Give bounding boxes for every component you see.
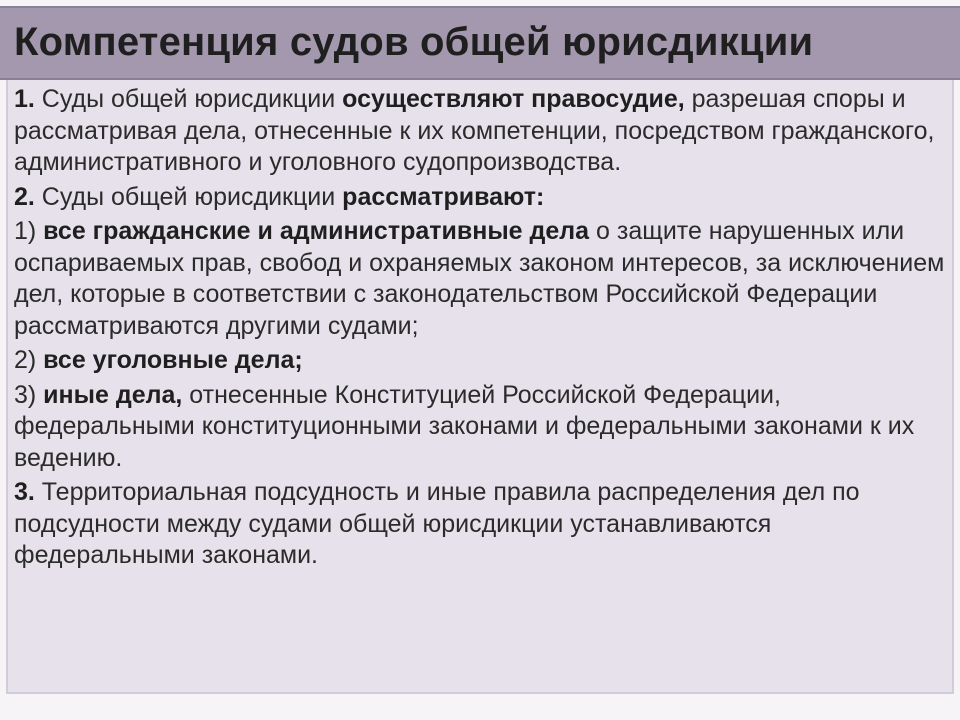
paragraph-2-number: 2. [14,182,35,211]
content-panel [6,80,954,694]
paragraph-2-text-lead: Суды общей юрисдикции [34,182,343,211]
list-item-1 [14,216,952,342]
paragraph-2-bold: рассматривают: [342,182,545,211]
paragraph-1 [14,84,952,179]
list-item-1-text: о защите нарушенных или оспариваемых прав, свобод и охраняемых законом интересов, за исключением дел, которые в соответствии с законодательством Российской Федерации рассматриваются другими судами; [14,217,945,340]
list-item-2-bold: все уголовные дела; [36,346,303,374]
paragraph-3 [14,477,952,572]
list-item-3-bold: иные дела, [36,380,183,409]
slide-title: Компетенция судов общей юрисдикции [14,20,814,64]
paragraph-1-number: 1. [14,85,35,113]
list-item-2-number: 2) [14,346,37,374]
list-item-2 [14,345,952,377]
title-bar [0,6,960,80]
list-item-1-number: 1) [14,217,37,245]
list-item-1-bold: все гражданские и административные дела [36,217,590,245]
paragraph-2 [14,182,952,214]
paragraph-1-text-lead: Суды общей юрисдикции [34,85,343,113]
bottom-margin [0,696,960,720]
paragraph-3-number: 3. [14,478,35,506]
list-item-3 [14,380,952,475]
list-item-3-number: 3) [14,380,37,409]
paragraph-3-text: Территориальная подсудность и иные правила распределения дел по подсудности между судами общей юрисдикции устанавливаются федеральными законами. [14,478,860,569]
paragraph-1-bold: осуществляют правосудие, [342,85,685,113]
paragraph-1-text-rest: разрешая споры и рассматривая дела, отнесенные к их компетенции, посредством гражданского, административного и уголовного судопроизводства. [14,85,935,176]
list-item-3-text: отнесенные Конституцией Российской Федерации, федеральными конституционными законами и федеральными законами к их ведению. [14,380,915,472]
